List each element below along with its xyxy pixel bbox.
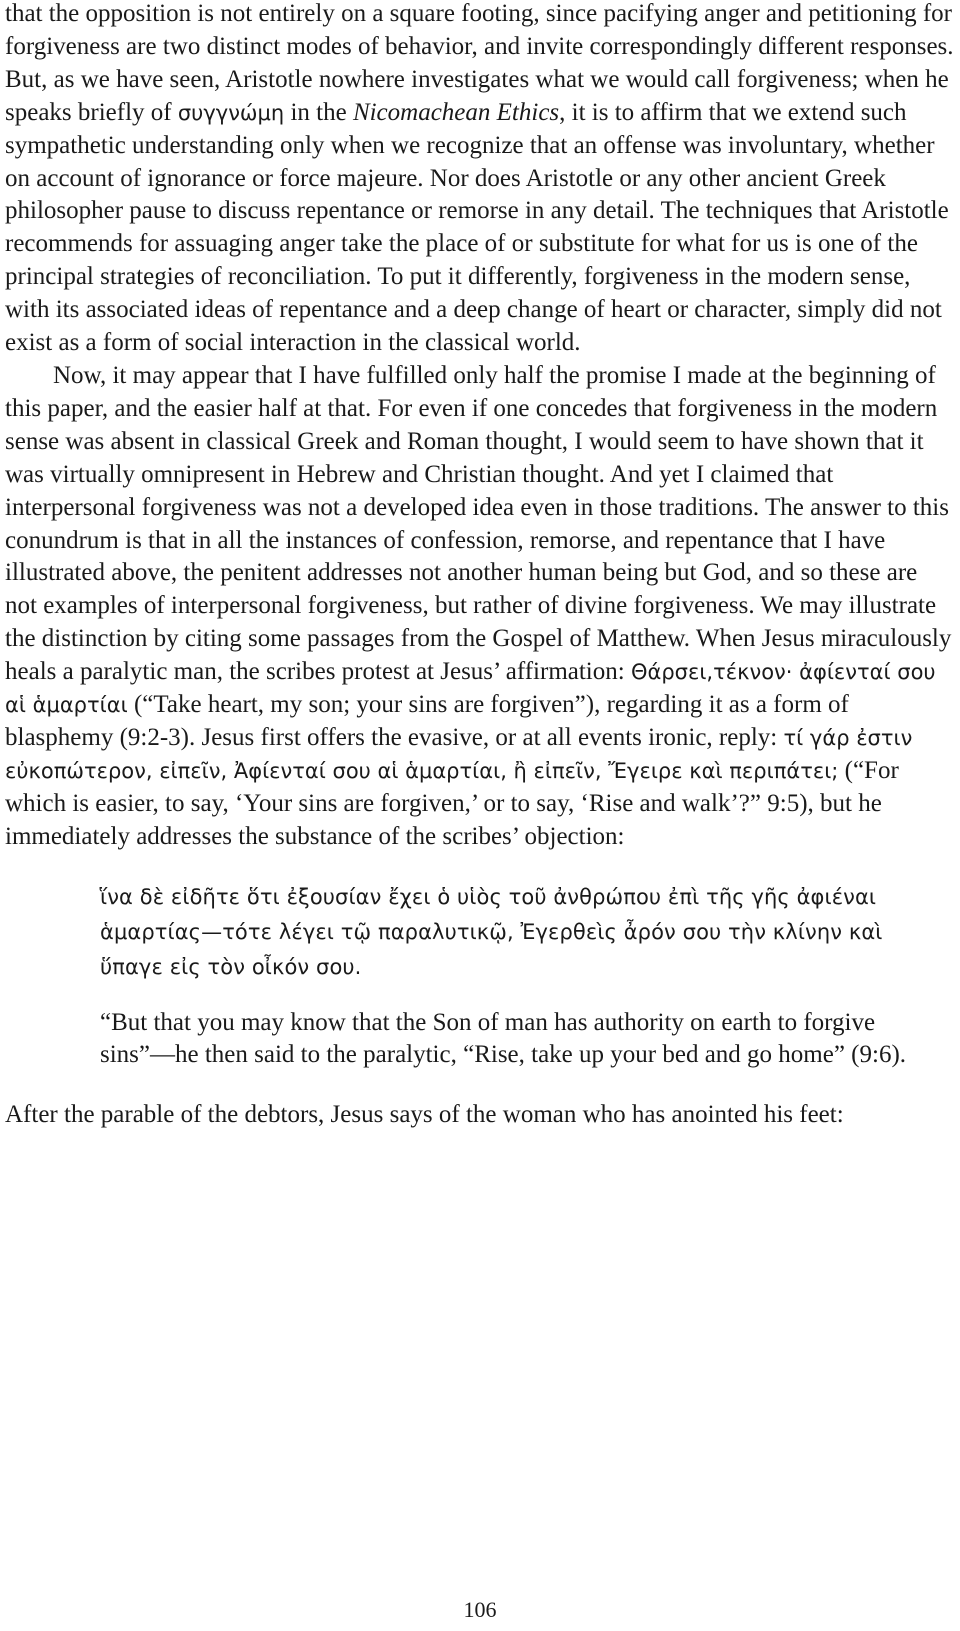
paragraph-text: that the opposition is not entirely on a square footing, since pacifying anger and petitioning for forgiveness are two distinct modes of behavior, and invite correspondingly different responses. But, as we have seen, Aristotle nowhere investigates what we would call forgiveness; when he speaks briefly of — [5, 0, 954, 126]
paragraph-debtors: After the parable of the debtors, Jesus says of the woman who has anointed his feet: — [5, 1100, 844, 1128]
paragraph-text: Now, it may appear that I have fulfilled only half the promise I made at the beginning of this paper, and the easier half at that. For even if one concedes that forgiveness in the modern sense was absent in classical Greek and Roman thought, I would seem to have shown that it was virtually omnipresent in Hebrew and Christian thought. And yet I claimed that interpersonal forgiveness was not a developed idea even in those traditions. The answer to this conundrum is that in all the instances of confession, remorse, and repentance that I have illustrated above, the penitent addresses not another human being but God, and so these are not examples of interpersonal forgiveness, but rather of divine forgiveness. We may illustrate the distinction by citing some passages from the Gospel of Matthew. When Jesus miraculously heals a paralytic man, the scribes protest at Jesus’ affirmation: — [5, 361, 952, 686]
paragraph-forgiveness — [5, 360, 955, 854]
block-quotation — [5, 880, 955, 1071]
english-block-quote: “But that you may know that the Son of man has authority on earth to forgive sins”—he then said to the paralytic, “Rise, take up your bed and go home” (9:6). — [100, 1008, 907, 1068]
page-number: 106 — [463, 1597, 497, 1622]
paragraph-aristotle — [5, 0, 955, 360]
paragraph-text: (“Take heart, my son; your sins are forgiven”), regarding it as a form of blasphemy (9:2-3). Jesus first offers the evasive, or at all events ironic, reply: — [5, 691, 849, 751]
paragraph-text: in the — [284, 98, 353, 126]
greek-block-quote: ἵνα δὲ εἰδῆτε ὅτι ἐξουσίαν ἔχει ὁ υἱὸς τοῦ ἀνθρώπου ἐπὶ τῆς γῆς ἀφιέναι ἁμαρτίας—τότε λέγει τῷ παραλυτικῷ, Ἐγερθεὶς ἆρόν σου τὴν κλίνην καὶ ὕπαγε εἰς τὸν οἶκόν σου. — [100, 884, 883, 979]
greek-quote-inline: τί γάρ ἐστιν εὐκοπώτερον, εἰπεῖν, Ἀφίενταί σου αἱ ἁμαρτίαι, ἢ εἰπεῖν, Ἔγειρε καὶ περιπάτει; — [5, 725, 913, 783]
greek-term: συγγνώμη — [177, 100, 285, 125]
book-title: Nicomachean Ethics — [352, 98, 560, 126]
paragraph-text: (“For which is easier, to say, ‘Your sins are forgiven,’ or to say, ‘Rise and walk’?” 9:5), but he immediately addresses the substance of the scribes’ objection: — [5, 756, 899, 850]
paragraph-text: , it is to affirm that we extend such sympathetic understanding only when we recognize that an offense was involuntary, whether on account of ignorance or force majeure. Nor does Aristotle or any other ancient Greek philosopher pause to discuss repentance or remorse in any detail. The techniques that Aristotle recommends for assuaging anger take the place of or substitute for what for us is one of the principal strategies of reconciliation. To put it differently, forgiveness in the modern sense, with its associated ideas of repentance and a deep change of heart or character, simply did not exist as a form of social interaction in the classical world. — [5, 98, 949, 357]
greek-quote-inline: Θάρσει,τέκνον· ἀφίενταί σου αἱ ἁμαρτίαι — [5, 660, 936, 718]
document-page — [5, 0, 955, 1131]
